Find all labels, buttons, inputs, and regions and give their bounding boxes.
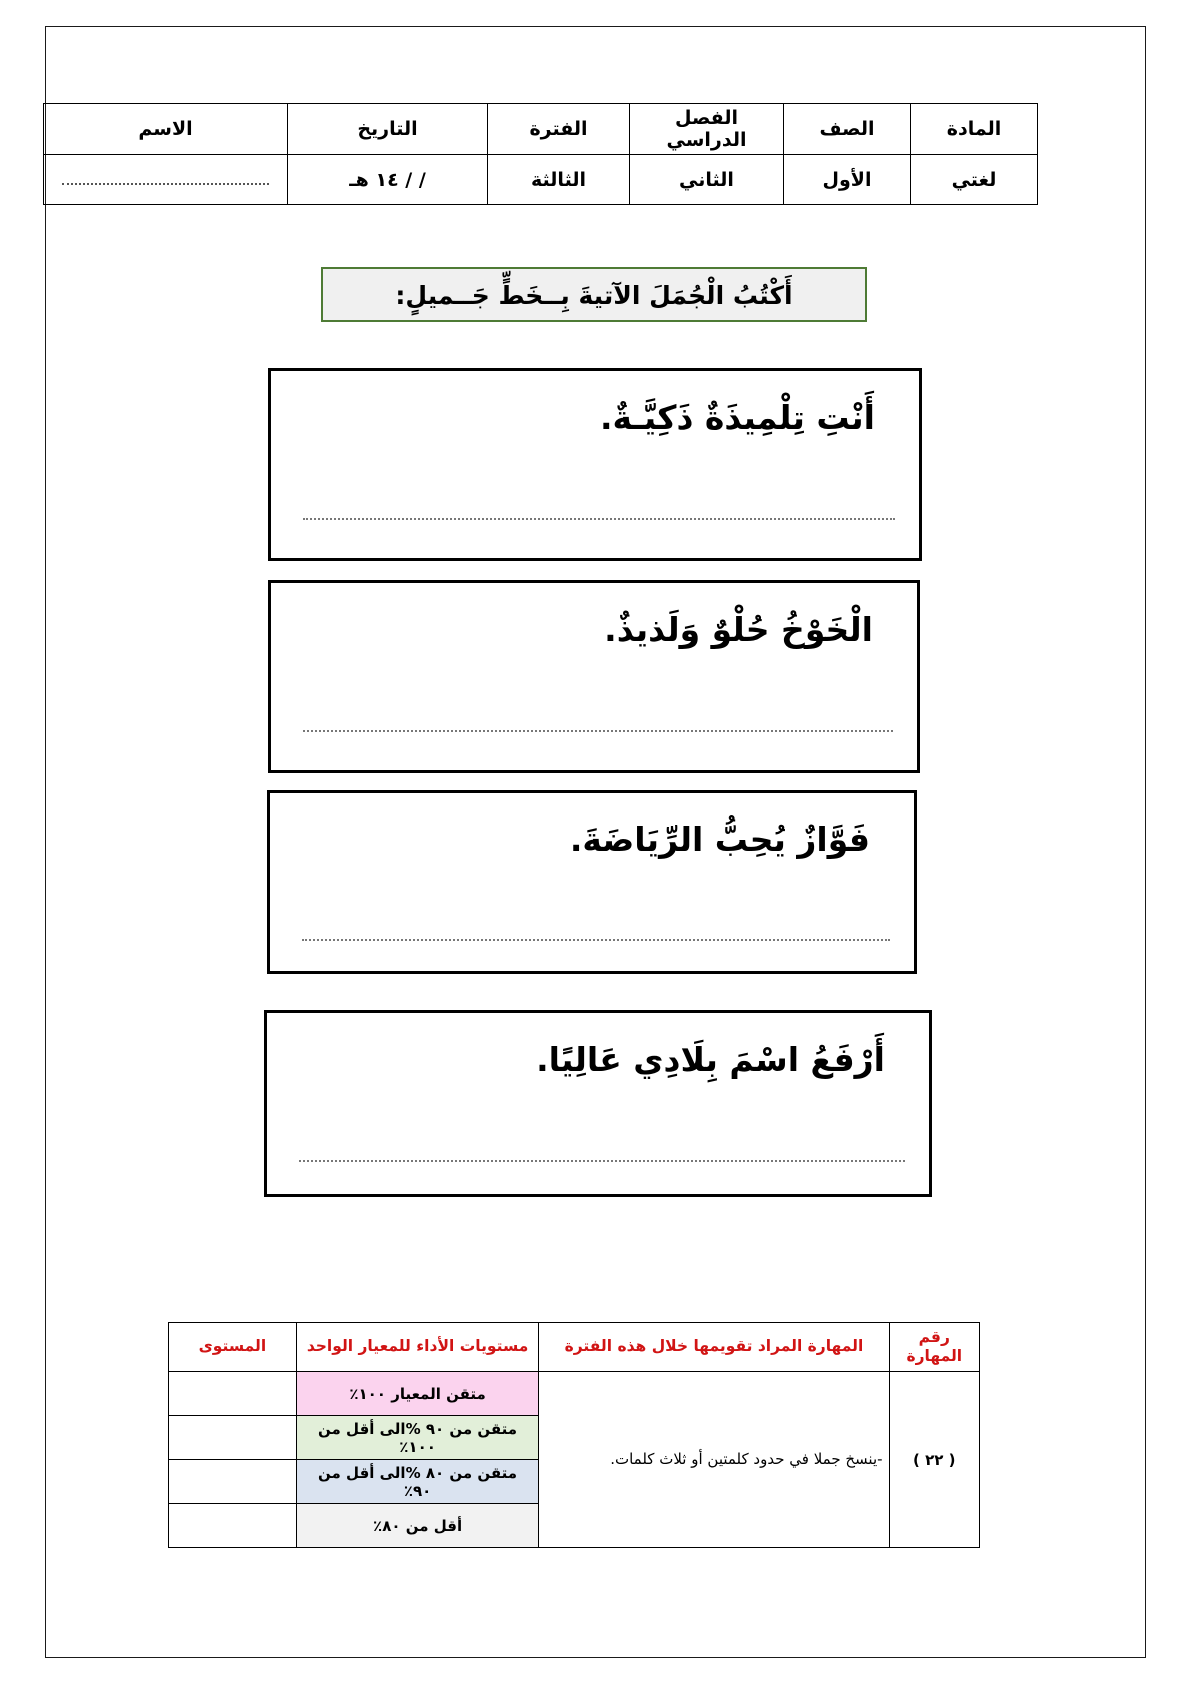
rubric-level-3: متقن من ٨٠ %الى أقل من ٩٠٪: [296, 1460, 539, 1504]
rubric-level-4: أقل من ٨٠٪: [296, 1504, 539, 1548]
rubric-level-1: متقن المعيار ١٠٠٪: [296, 1372, 539, 1416]
sentence-text-3: فَوَّازٌ يُحِبُّ الرِّيَاضَةَ.: [569, 820, 870, 859]
sentence-box-3: [267, 790, 917, 974]
sentence-box-4: [264, 1010, 932, 1197]
instruction-banner: [321, 267, 867, 322]
rubric-mark-1[interactable]: [169, 1372, 297, 1416]
sentence-text-4: أَرْفَعُ اسْمَ بِلَادِي عَالِيًا.: [536, 1040, 885, 1079]
writing-line-2[interactable]: [303, 730, 893, 732]
info-value-grade: الأول: [784, 155, 911, 205]
info-header-row: [44, 104, 1038, 155]
rubric-row-1: [169, 1372, 980, 1416]
sentence-text-2: الْخَوْخُ حُلْوٌ وَلَذيذٌ.: [604, 610, 873, 649]
info-value-period: الثالثة: [488, 155, 630, 205]
info-header-grade: الصف: [784, 104, 911, 155]
sentence-box-1: [268, 368, 922, 561]
rubric-header-skill-number: رقم المهارة: [889, 1323, 979, 1372]
sentence-text-1: أَنْتِ تِلْمِيذَةٌ ذَكِيَّـةٌ.: [599, 398, 875, 437]
info-value-date: / / ١٤ هـ: [288, 155, 488, 205]
writing-line-1[interactable]: [303, 518, 895, 520]
info-value-name-field[interactable]: [44, 155, 288, 205]
info-header-name: الاسم: [44, 104, 288, 155]
rubric-header-levels: مستويات الأداء للمعيار الواحد: [296, 1323, 539, 1372]
name-dotted-line: [62, 175, 269, 185]
writing-line-4[interactable]: [299, 1160, 905, 1162]
info-value-row: [44, 155, 1038, 205]
rubric-mark-4[interactable]: [169, 1504, 297, 1548]
rubric-level-2: متقن من ٩٠ %الى أقل من ١٠٠٪: [296, 1416, 539, 1460]
sentence-box-2: [268, 580, 920, 773]
rubric-mark-2[interactable]: [169, 1416, 297, 1460]
assessment-rubric-table: [168, 1322, 980, 1548]
rubric-header-mark: المستوى: [169, 1323, 297, 1372]
info-header-date: التاريخ: [288, 104, 488, 155]
writing-line-3[interactable]: [302, 939, 890, 941]
student-info-table: [98, 103, 1038, 205]
info-value-subject: لغتي: [911, 155, 1038, 205]
instruction-text: أَكْتُبُ الْجُمَلَ الآتيةَ بِــخَطٍّ جَــميلٍ:: [395, 280, 793, 310]
rubric-skill-number: ( ٢٢ ): [889, 1372, 979, 1548]
rubric-header-skill: المهارة المراد تقويمها خلال هذه الفترة: [539, 1323, 889, 1372]
info-header-period: الفترة: [488, 104, 630, 155]
rubric-skill-text: -ينسخ جملا في حدود كلمتين أو ثلاث كلمات.: [539, 1372, 889, 1548]
rubric-header-row: [169, 1323, 980, 1372]
info-header-subject: المادة: [911, 104, 1038, 155]
info-value-term: الثاني: [630, 155, 784, 205]
rubric-mark-3[interactable]: [169, 1460, 297, 1504]
info-header-term: الفصل الدراسي: [630, 104, 784, 155]
